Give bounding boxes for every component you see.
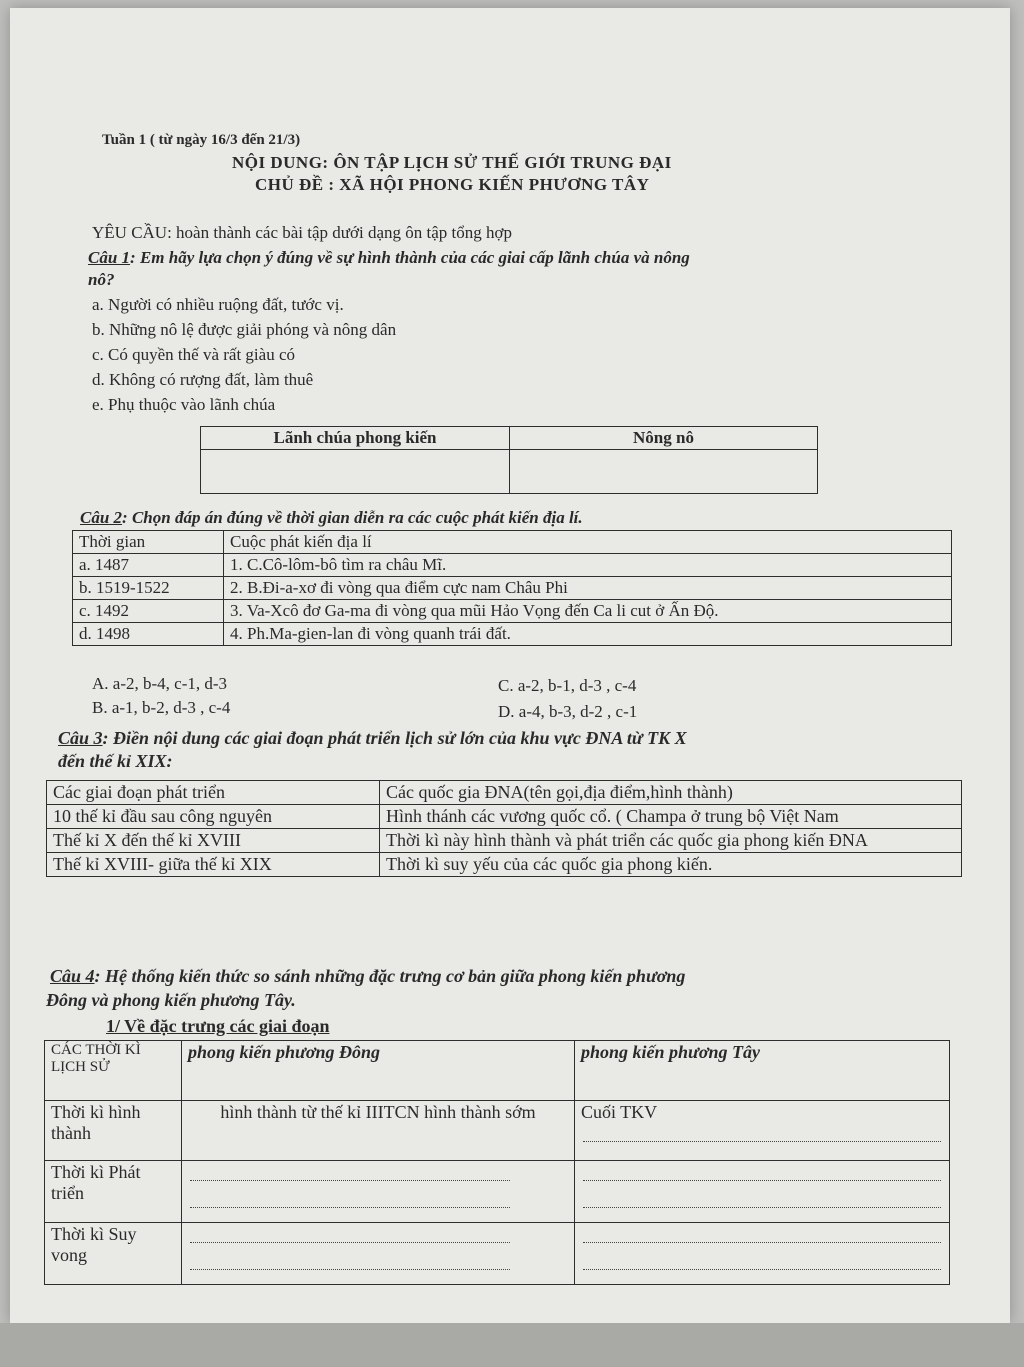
q4-label: Câu 4 [50,966,95,986]
q4-row-east [182,1161,575,1223]
q1-answer-serfs-cell[interactable] [510,450,818,494]
q2-row-discovery: 3. Va-Xcô đơ Ga-ma đi vòng qua mũi Hảo Vọng đến Ca li cut ở Ấn Độ. [224,600,952,623]
q4-row-west [575,1161,950,1223]
q4-row-east: hình thành từ thế kỉ IIITCN hình thành sớm [182,1101,575,1161]
q4-row-west-text: Cuối TKV [581,1102,658,1122]
q4-text-line2: Đông và phong kiến phương Tây. [46,990,296,1010]
q4-answer-line[interactable] [583,1168,941,1181]
week-line: Tuần 1 ( từ ngày 16/3 đến 21/3) [102,132,301,148]
q2-row-time: a. 1487 [73,554,224,577]
q1-answer-lords-cell[interactable] [201,450,510,494]
q4-answer-line[interactable] [583,1257,941,1270]
q4-prompt [50,966,685,987]
q4-row-period: Thời kì hình thành [45,1101,182,1161]
q3-row-stage: 10 thế kỉ đầu sau công nguyên [47,805,380,829]
q4-answer-line[interactable] [190,1230,510,1243]
q4-answer-line[interactable] [583,1230,941,1243]
q3-prompt [58,728,687,749]
q2-row-time: c. 1492 [73,600,224,623]
requirement-text: YÊU CẦU: hoàn thành các bài tập dưới dạng ôn tập tổng hợp [92,223,512,242]
q1-text-line1: : Em hãy lựa chọn ý đúng về sự hình thành của các giai cấp lãnh chúa và nông [130,248,690,267]
q2-answer-a: A. a-2, b-4, c-1, d-3 [92,674,228,693]
q4-row-west [575,1101,950,1161]
q3-label: Câu 3 [58,728,103,748]
q3-row-content: Thời kì này hình thành và phát triển các quốc gia phong kiến ĐNA [380,829,962,853]
q4-answer-line[interactable] [190,1257,510,1270]
q1-header-serfs: Nông nô [510,427,818,450]
q2-row-time: b. 1519-1522 [73,577,224,600]
q4-answer-line[interactable] [583,1195,941,1208]
q1-option-e: e. Phụ thuộc vào lãnh chúa [92,395,276,414]
q4-answer-line[interactable] [190,1195,510,1208]
q4-answer-line[interactable] [583,1129,941,1142]
q2-label: Câu 2 [80,508,123,527]
q2-row-discovery: 2. B.Đi-a-xơ đi vòng qua điểm cực nam Châu Phi [224,577,952,600]
q3-row-stage: Thế kỉ XVIII- giữa thế kỉ XIX [47,853,380,877]
q1-option-c: c. Có quyền thế và rất giàu có [92,345,295,364]
q2-row-discovery: 1. C.Cô-lôm-bô tìm ra châu Mĩ. [224,554,952,577]
q1-option-d: d. Không có rượng đất, làm thuê [92,370,314,389]
q4-row-period: Thời kì Suy vong [45,1223,182,1285]
q4-row-east [182,1223,575,1285]
q3-header-countries: Các quốc gia ĐNA(tên gọi,địa điểm,hình thành) [380,781,962,805]
q2-row-time: d. 1498 [73,623,224,646]
q4-header-east: phong kiến phương Đông [182,1041,575,1101]
q4-header-west: phong kiến phương Tây [575,1041,950,1101]
q1-option-b: b. Những nô lệ được giải phóng và nông dân [92,320,397,339]
q4-table [44,1040,950,1285]
q2-row-discovery: 4. Ph.Ma-gien-lan đi vòng quanh trái đất. [224,623,952,646]
q2-header-discovery: Cuộc phát kiến địa lí [224,531,952,554]
q4-answer-line[interactable] [190,1168,510,1181]
q1-table [200,426,818,494]
q1-label: Câu 1 [88,248,131,267]
q2-prompt [80,508,583,528]
q3-text-line2: đến thế kỉ XIX: [58,751,173,771]
worksheet-paper [10,8,1010,1323]
topic-title: CHỦ ĐỀ : XÃ HỘI PHONG KIẾN PHƯƠNG TÂY [255,175,650,194]
q2-answer-c: C. a-2, b-1, d-3 , c-4 [498,676,637,695]
q3-table [46,780,962,877]
page-title: NỘI DUNG: ÔN TẬP LỊCH SỬ THẾ GIỚI TRUNG ĐẠI [232,153,672,172]
q3-text-line1: : Điền nội dung các giai đoạn phát triển lịch sử lớn của khu vực ĐNA từ TK X [102,728,687,748]
q3-row-content: Thời kì suy yếu của các quốc gia phong kiến. [380,853,962,877]
q1-text-line2: nô? [88,270,115,289]
q2-answer-b: B. a-1, b-2, d-3 , c-4 [92,698,231,717]
background-surface [0,1323,1024,1367]
q3-row-stage: Thế kỉ X đến thế kỉ XVIII [47,829,380,853]
q4-row-west [575,1223,950,1285]
q1-prompt [88,248,690,268]
q2-table [72,530,952,646]
q4-text-line1: : Hệ thống kiến thức so sánh những đặc trưng cơ bản giữa phong kiến phương [94,966,686,986]
q4-subheading: 1/ Về đặc trưng các giai đoạn [106,1016,330,1036]
q3-header-stage: Các giai đoạn phát triển [47,781,380,805]
q1-header-lords: Lãnh chúa phong kiến [201,427,510,450]
q2-answer-d: D. a-4, b-3, d-2 , c-1 [498,702,638,721]
q2-text: : Chọn đáp án đúng về thời gian diễn ra các cuộc phát kiến địa lí. [122,508,583,527]
q4-row-period: Thời kì Phát triển [45,1161,182,1223]
q1-option-a: a. Người có nhiều ruộng đất, tước vị. [92,295,344,314]
q2-header-time: Thời gian [73,531,224,554]
q4-header-period: CÁC THỜI KÌ LỊCH SỬ [45,1041,182,1101]
q3-row-content: Hình thánh các vương quốc cổ. ( Champa ở trung bộ Việt Nam [380,805,962,829]
